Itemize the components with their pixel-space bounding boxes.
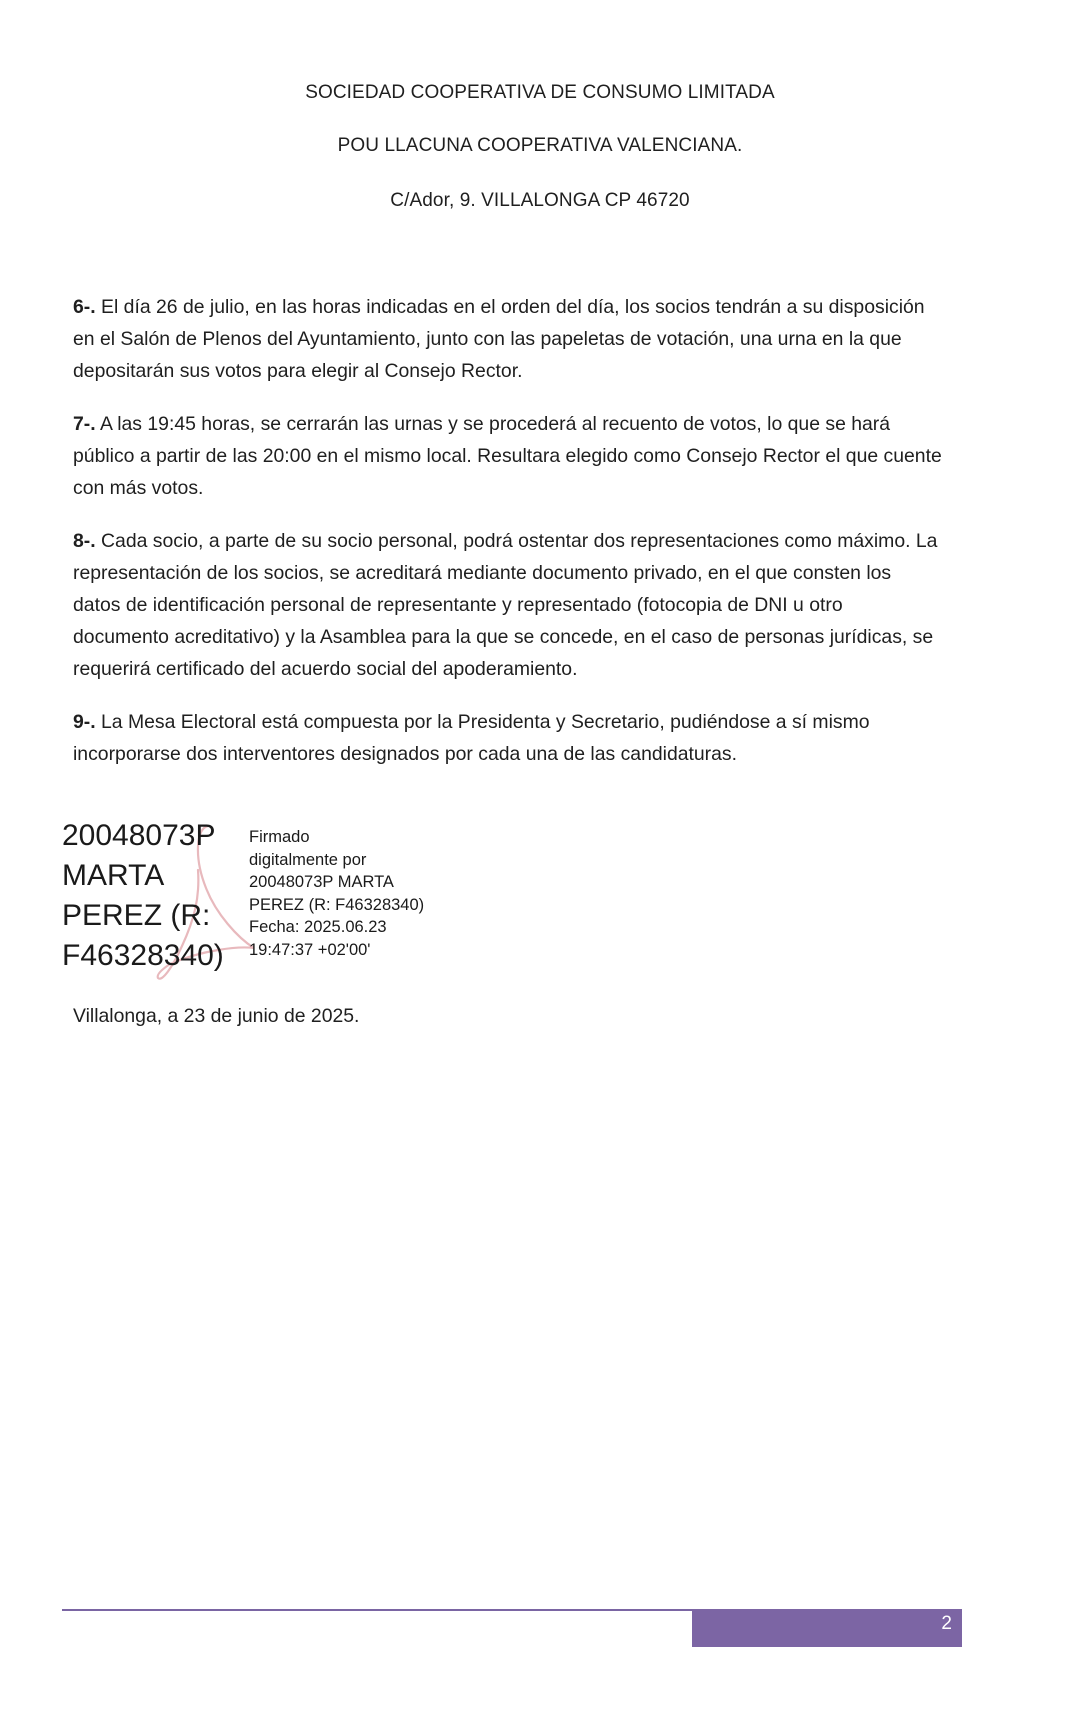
clause-8 — [73, 525, 943, 685]
signature-detail-line: Firmado — [249, 828, 310, 846]
page-number: 2 — [941, 1613, 952, 1634]
place-and-date: Villalonga, a 23 de junio de 2025. — [73, 1005, 360, 1027]
signature-detail-line: digitalmente por — [249, 850, 367, 869]
clause-number: 7-. — [73, 413, 96, 435]
footer-page-box — [692, 1609, 962, 1647]
signature-detail-line: PEREZ (R: F46328340) — [249, 895, 425, 914]
clause-text: A las 19:45 horas, se cerrarán las urnas y se procederá al recuento de votos, lo que se hará público a partir de las 20:00 en el mismo local. Resultara elegido como Consejo Rector el que cuente con más votos. — [73, 413, 942, 499]
signer-name-line: F46328340) — [62, 939, 224, 972]
clause-text: La Mesa Electoral está compuesta por la Presidenta y Secretario, pudiéndose a sí mismo incorporarse dos interventores designados por cada una de las candidaturas. — [73, 711, 870, 765]
signer-name — [62, 816, 224, 976]
header-line-cooperative: POU LLACUNA COOPERATIVA VALENCIANA. — [337, 135, 743, 156]
signature-detail-line: 19:47:37 +02'00' — [249, 940, 371, 959]
clause-7 — [73, 408, 943, 504]
signer-name-line: MARTA — [62, 859, 165, 892]
signer-name-line: PEREZ (R: — [62, 899, 211, 932]
footer-divider — [62, 1609, 692, 1611]
signature-detail-line: Fecha: 2025.06.23 — [249, 918, 387, 936]
clause-number: 8-. — [73, 530, 96, 552]
signature-detail-line: 20048073P MARTA — [249, 873, 394, 891]
header-line-address: C/Ador, 9. VILLALONGA CP 46720 — [390, 190, 690, 211]
clause-9 — [73, 706, 943, 770]
header-line-company: SOCIEDAD COOPERATIVA DE CONSUMO LIMITADA — [305, 82, 775, 103]
clause-6 — [73, 291, 943, 387]
clause-number: 6-. — [73, 296, 96, 318]
clause-text: Cada socio, a parte de su socio personal, podrá ostentar dos representaciones como máximo. La representación de los socios, se acreditará mediante documento privado, en el que consten los datos de identificación personal de representante y representado (fotocopia de DNI u otro documento acreditativo) y la Asamblea para la que se concede, en el caso de personas jurídicas, se requerirá certificado del acuerdo social del apoderamiento. — [73, 530, 938, 680]
clause-text: El día 26 de julio, en las horas indicadas en el orden del día, los socios tendrán a su disposición en el Salón de Plenos del Ayuntamiento, junto con las papeletas de votación, una urna en la que depositarán sus votos para elegir al Consejo Rector. — [73, 296, 925, 382]
signer-name-line: 20048073P — [62, 819, 216, 852]
clause-number: 9-. — [73, 711, 96, 733]
signature-details — [249, 826, 424, 961]
